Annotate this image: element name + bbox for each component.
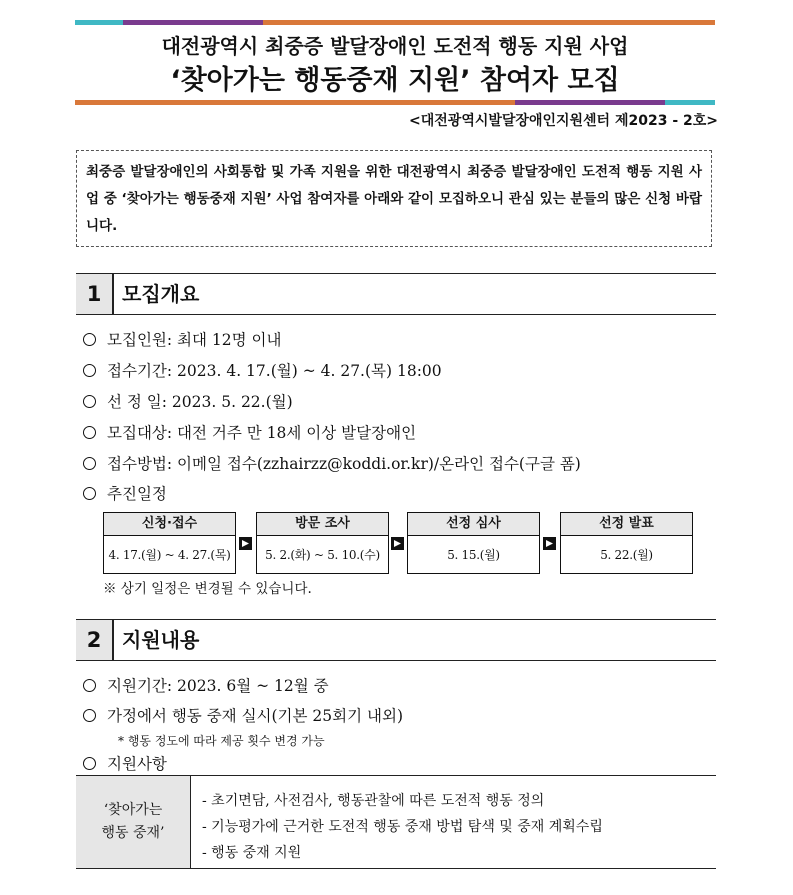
bullet-target (83, 421, 416, 443)
circle-bullet-icon (83, 709, 96, 722)
support-label-line: ‘찾아가는 (103, 802, 163, 818)
bullet-text: 지원기간: 2023. 6월 ~ 12월 중 (107, 677, 329, 695)
bullet-recruit-count (83, 328, 281, 350)
support-item: - 행동 중재 지원 (202, 845, 302, 861)
arrow-right-icon (391, 537, 404, 550)
bullet-selection-date (83, 390, 293, 412)
bullet-text: 추진일정 (107, 485, 167, 503)
support-item: - 초기면담, 사전검사, 행동관찰에 따른 도전적 행동 정의 (202, 793, 545, 809)
section-1-number: 1 (76, 274, 112, 314)
support-table (76, 775, 716, 869)
bullet-schedule (83, 482, 167, 504)
schedule-step-date: 5. 22.(월) (600, 548, 653, 562)
bullet-text: 접수방법: 이메일 접수(zzhairzz@koddi.or.kr)/온라인 접수(구글 폼) (107, 455, 581, 473)
circle-bullet-icon (83, 426, 96, 439)
schedule-step-date: 4. 17.(월) ~ 4. 27.(목) (108, 548, 231, 562)
circle-bullet-icon (83, 395, 96, 408)
arrow-right-icon (543, 537, 556, 550)
support-item: - 기능평가에 근거한 도전적 행동 중재 방법 탐색 및 중재 계획수립 (202, 819, 603, 835)
schedule-step-apply (103, 512, 236, 574)
schedule-step-title: 신청·접수 (104, 513, 235, 536)
circle-bullet-icon (83, 487, 96, 500)
support-label-line: 행동 중재’ (101, 825, 165, 841)
section-2-header (76, 619, 716, 661)
top-color-bar (75, 20, 715, 25)
schedule-step-visit (256, 512, 389, 574)
circle-bullet-icon (83, 333, 96, 346)
arrow-right-icon (239, 537, 252, 550)
intro-text: 최중증 발달장애인의 사회통합 및 가족 지원을 위한 대전광역시 최중증 발달장애인 도전적 행동 지원 사업 중 ‘찾아가는 행동중재 지원’ 사업 참여자를 아래와 같이 모집하오니 관심 있는 분들의 많은 신청 바랍니다. (86, 164, 702, 234)
title-line-2: ‘찾아가는 행동중재 지원’ 참여자 모집 (170, 65, 620, 96)
schedule-step-title: 방문 조사 (257, 513, 388, 536)
schedule-note: ※ 상기 일정은 변경될 수 있습니다. (103, 581, 312, 597)
schedule-step-review (407, 512, 540, 574)
circle-bullet-icon (83, 364, 96, 377)
bullet-text: 접수기간: 2023. 4. 17.(월) ~ 4. 27.(목) 18:00 (107, 362, 442, 380)
circle-bullet-icon (83, 757, 96, 770)
circle-bullet-icon (83, 679, 96, 692)
schedule-step-date: 5. 2.(화) ~ 5. 10.(수) (265, 548, 380, 562)
bullet-support-items (83, 752, 167, 774)
bullet-method (83, 452, 581, 474)
support-label-cell (76, 776, 191, 868)
schedule-step-announce (560, 512, 693, 574)
bullet-support-period (83, 674, 329, 696)
section-2-divider (112, 620, 114, 660)
section-1-title: 모집개요 (122, 282, 200, 306)
bullet-text: 모집인원: 최대 12명 이내 (107, 331, 282, 349)
bullet-application-period (83, 359, 442, 381)
section-1-header (76, 273, 716, 315)
bullet-home-intervention (83, 704, 403, 726)
intro-box (76, 150, 712, 247)
bullet-text: 모집대상: 대전 거주 만 18세 이상 발달장애인 (107, 424, 417, 442)
schedule-step-title: 선정 발표 (561, 513, 692, 536)
bullet-text: 지원사항 (107, 755, 167, 773)
frequency-note: * 행동 정도에 따라 제공 횟수 변경 가능 (118, 734, 325, 748)
title-line-1: 대전광역시 최중증 발달장애인 도전적 행동 지원 사업 (161, 34, 629, 58)
section-2-number: 2 (76, 620, 112, 660)
notice-number: <대전광역시발달장애인지원센터 제2023 - 2호> (409, 113, 718, 129)
section-2-title: 지원내용 (122, 628, 200, 652)
bullet-text: 선 정 일: 2023. 5. 22.(월) (107, 393, 293, 411)
circle-bullet-icon (83, 457, 96, 470)
section-1-divider (112, 274, 114, 314)
title-underline-bar (75, 100, 715, 105)
schedule-step-date: 5. 15.(월) (447, 548, 500, 562)
schedule-step-title: 선정 심사 (408, 513, 539, 536)
bullet-text: 가정에서 행동 중재 실시(기본 25회기 내외) (107, 707, 404, 725)
